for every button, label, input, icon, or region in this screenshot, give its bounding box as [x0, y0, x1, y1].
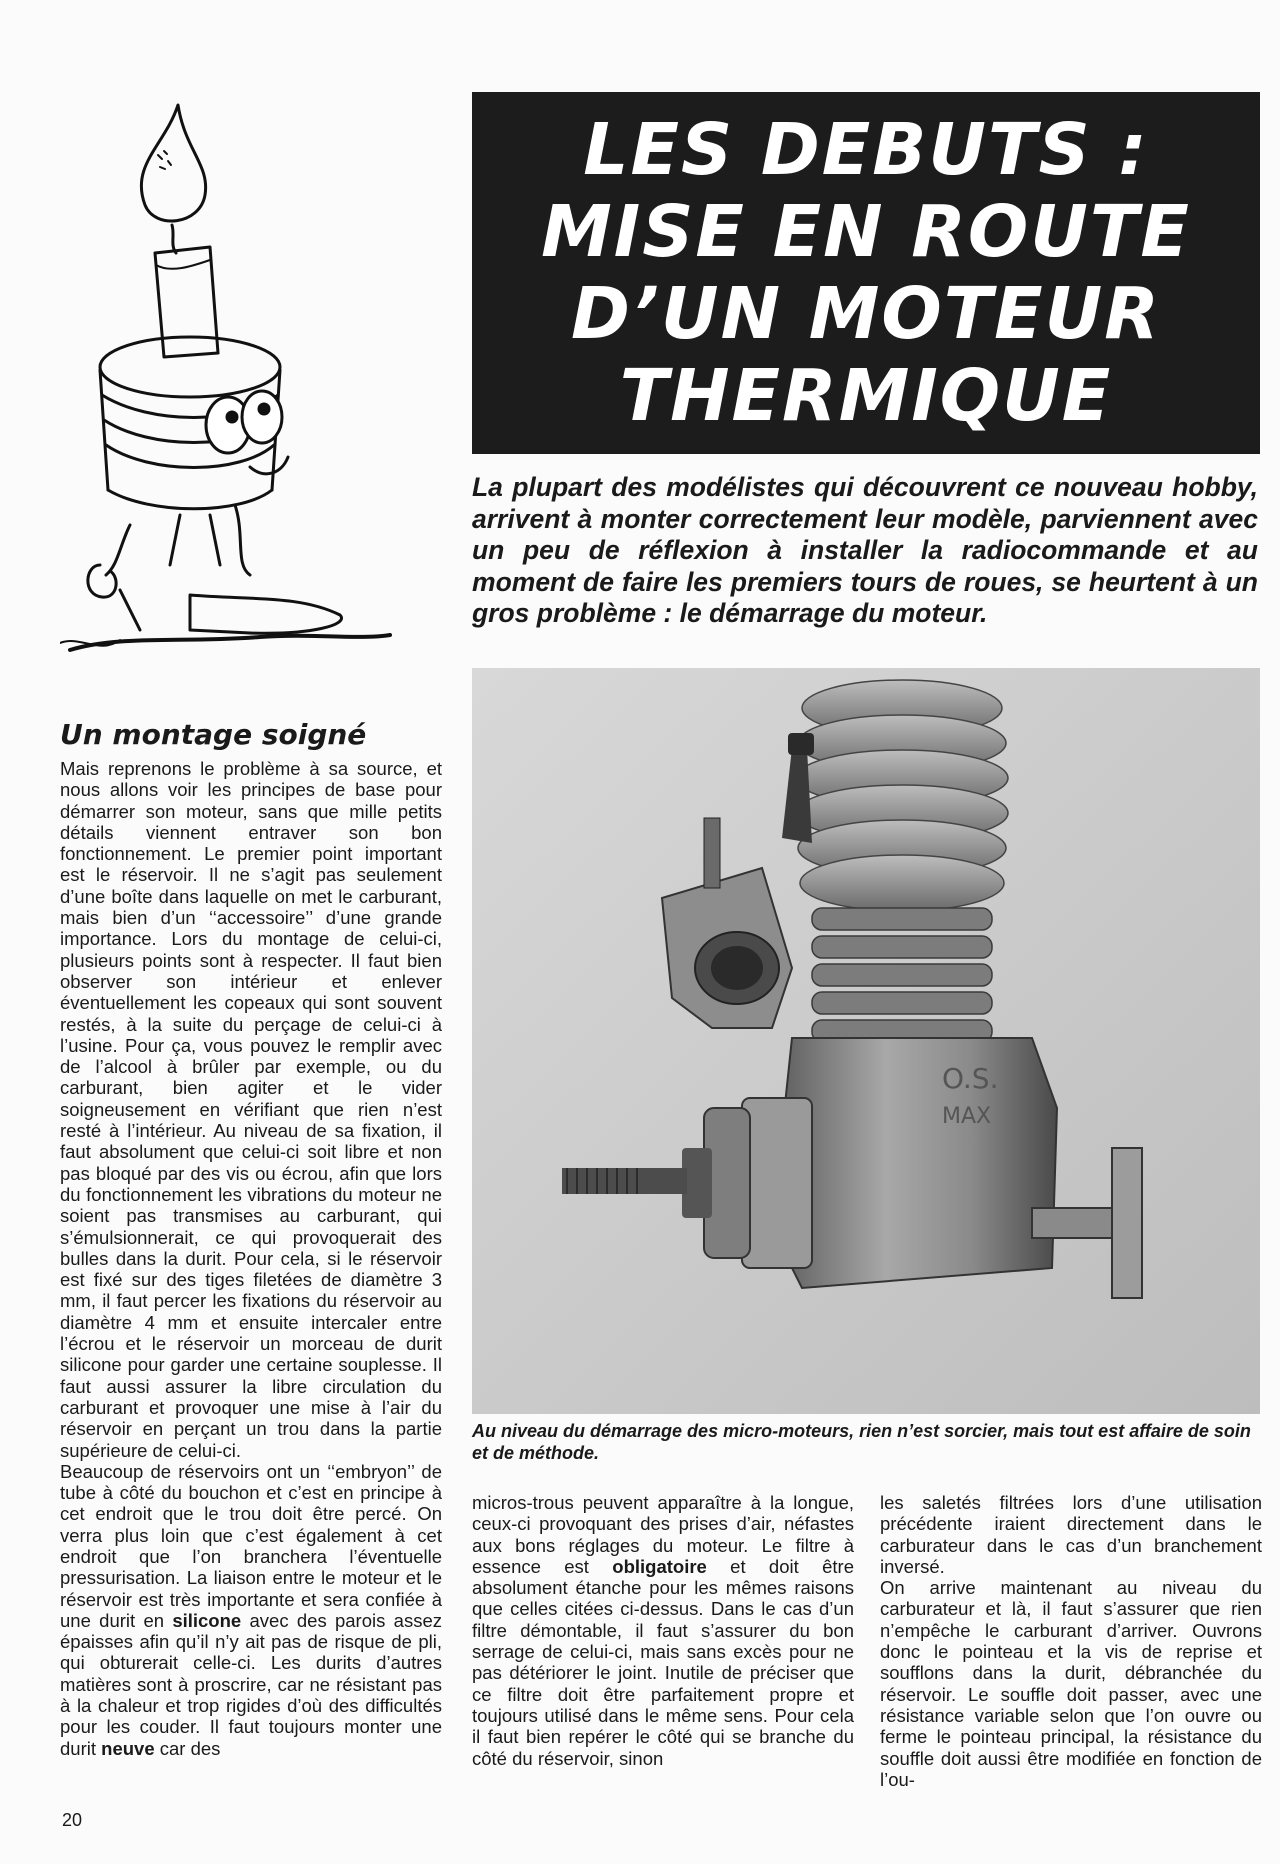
page-number: 20: [62, 1810, 83, 1830]
body-column-2: [472, 1492, 854, 1769]
paragraph: les saletés filtrées lors d’une utilisation précédente iraient directement dans le carburateur dans le cas d’un branchement inversé.: [880, 1492, 1262, 1577]
paragraph: On arrive maintenant au niveau du carburateur et là, il faut s’assurer que rien n’empêche le carburant d’arriver. Ouvrons donc le pointeau et la vis de reprise et soufflons dans la durit, débranchée du réservoir. Le souffle doit passer, avec une résistance variable selon que l’on ouvre ou ferme le pointeau principal, la résistance du souffle doit aussi être modifiée en fonction de l’ou-: [880, 1577, 1262, 1790]
title-line-3: D’UN MOTEUR: [571, 272, 1161, 355]
paragraph: Beaucoup de réservoirs ont un ‘‘embryon’’ de tube à côté du bouchon et c’est en principe à cet endroit que le trou doit être percé. On verra plus loin que c’est également à cet endroit que l’on branchera l’éventuelle pressurisation. La liaison entre le moteur et le réservoir est très importante et sera confiée à une durit en silicone avec des parois assez épaisses afin qu’il n’y ait pas de risque de pli, qui obturerait celle-ci. Les durits d’autres matières sont à proscrire, car ne résistant pas à la chaleur et trop rigides d’où des difficultés pour les couder. Il faut toujours monter une durit neuve car des: [60, 1460, 442, 1759]
section-heading: Un montage soigné: [60, 718, 367, 751]
body-column-3: [880, 1492, 1262, 1790]
emphasis-silicone: silicone: [172, 1609, 242, 1631]
article-lede: La plupart des modélistes qui découvrent ce nouveau hobby, arrivent à monter correctement leur modèle, parviennent avec un peu de réflexion à installer la radiocommande et au moment de faire les premiers tours de roues, se heurtent à un gros problème : le démarrage du moteur.: [472, 472, 1258, 628]
article-title-banner: [472, 92, 1260, 454]
body-column-1: [60, 758, 442, 1759]
title-line-4: THERMIQUE: [619, 354, 1113, 437]
paragraph: micros-trous peuvent apparaître à la longue, ceux-ci provoquant des prises d’air, néfastes aux bons réglages du moteur. Le filtre à essence est obligatoire et doit être absolument étanche pour les mêmes raisons que celles citées ci-dessus. Dans le cas d’un filtre démontable, il faut s’assurer du bon serrage de celui-ci, mais sans excès pour ne pas détériorer le joint. Inutile de préciser que ce filtre doit être parfaitement propre et toujours utilisé dans le même sens. Pour cela il faut bien repérer le côté qui se branche du côté du réservoir, sinon: [472, 1492, 854, 1769]
emphasis-neuve: neuve: [101, 1737, 155, 1759]
engine-marking-max: MAX: [942, 1104, 992, 1129]
candle-piston-cartoon: [60, 95, 465, 660]
emphasis-obligatoire: obligatoire: [612, 1555, 707, 1577]
photo-caption: Au niveau du démarrage des micro-moteurs, rien n’est sorcier, mais tout est affaire de soin et de méthode.: [472, 1421, 1251, 1463]
engine-marking-os: O.S.: [942, 1062, 999, 1095]
engine-photo: [472, 668, 1260, 1414]
title-line-2: MISE EN ROUTE: [541, 190, 1191, 273]
title-line-1: LES DEBUTS :: [583, 108, 1149, 191]
paragraph: Mais reprenons le problème à sa source, et nous allons voir les principes de base pour démarrer son moteur, sans que mille petits détails viennent entraver son bon fonctionnement. Le premier point important est le réservoir. Il ne s’agit pas seulement d’une boîte dans laquelle on met le carburant, mais bien d’un ‘‘accessoire’’ d’une grande importance. Lors du montage de celui-ci, plusieurs points sont à respecter. Il faut bien observer son intérieur et enlever éventuellement les copeaux qui sont souvent restés, à la suite du perçage de celui-ci à l’usine. Pour ça, vous pouvez le remplir avec de l’alcool à brûler par exemple, ou du carburant, bien agiter et le vider soigneusement en vérifiant que rien n’est resté à l’intérieur. Au niveau de sa fixation, il faut absolument que celui-ci soit libre et non pas bloqué par des vis ou écrou, afin que lors du fonctionnement les vibrations du moteur ne soient pas transmises au carburant, qui s’émulsionnerait, ce qui provoquerait des bulles dans la durit. Pour cela, si le réservoir est fixé sur des tiges filetées de diamètre 3 mm, il faut percer les fixations du réservoir au diamètre 4 mm et ensuite intercaler entre l’écrou et le réservoir un morceau de durit silicone pour garder une certaine souplesse. Il faut aussi assurer la libre circulation du carburant et provoquer une mise à l’air du réservoir en perçant un trou dans la partie supérieure de celui-ci.: [60, 758, 442, 1461]
